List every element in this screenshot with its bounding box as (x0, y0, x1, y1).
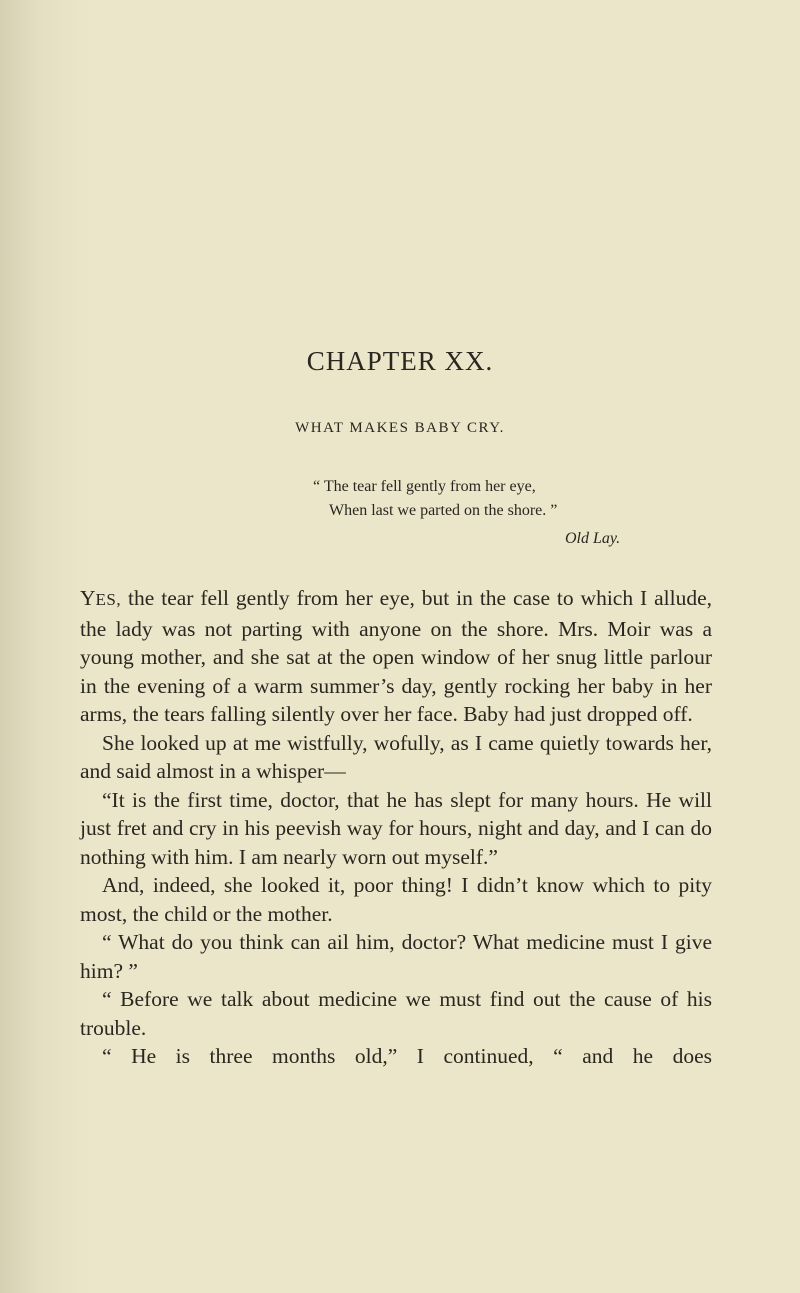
paragraph-3: “It is the first time, doctor, that he has slept for many hours. He will just fret and cry in his peevish way for hours, night and day, and I can do nothing with him. I am nearly worn out myself.” (80, 787, 712, 869)
epigraph-source: Old Lay. (565, 530, 621, 547)
paragraph-2: She looked up at me wistfully, wofully, as I came quietly towards her, and said almost in a whisper— (80, 730, 712, 783)
paragraph-6: “ Before we talk about medicine we must find out the cause of his trouble. (80, 987, 712, 1040)
paragraph-7: “ He is three months old,” I continued, “ and he does (102, 1044, 712, 1068)
paragraph-5: “ What do you think can ail him, doctor? What medicine must I give him? ” (80, 930, 712, 983)
drop-word-initial: Y (80, 586, 96, 610)
chapter-title: CHAPTER XX. (306, 346, 494, 376)
body-text (80, 584, 712, 1071)
epigraph-line-1: “ The tear fell gently from her eye, (313, 478, 536, 495)
chapter-subtitle: WHAT MAKES BABY CRY. (295, 420, 505, 436)
drop-word-rest: ES, (95, 590, 122, 609)
paragraph-1-text: the tear fell gently from her eye, but in the case to which I allude, the lady was not parting with anyone on the shore. Mrs. Moir was a young mother, and she sat at the open window of her snug little parlour in the evening of a warm summer’s day, gently rocking her baby in her arms, the tears falling silently over her face. Baby had just dropped off. (80, 586, 712, 726)
paragraph-4: And, indeed, she looked it, poor thing! I didn’t know which to pity most, the child or the mother. (80, 873, 712, 926)
epigraph-line-2: When last we parted on the shore. ” (329, 502, 558, 519)
paragraph-1 (80, 584, 712, 729)
